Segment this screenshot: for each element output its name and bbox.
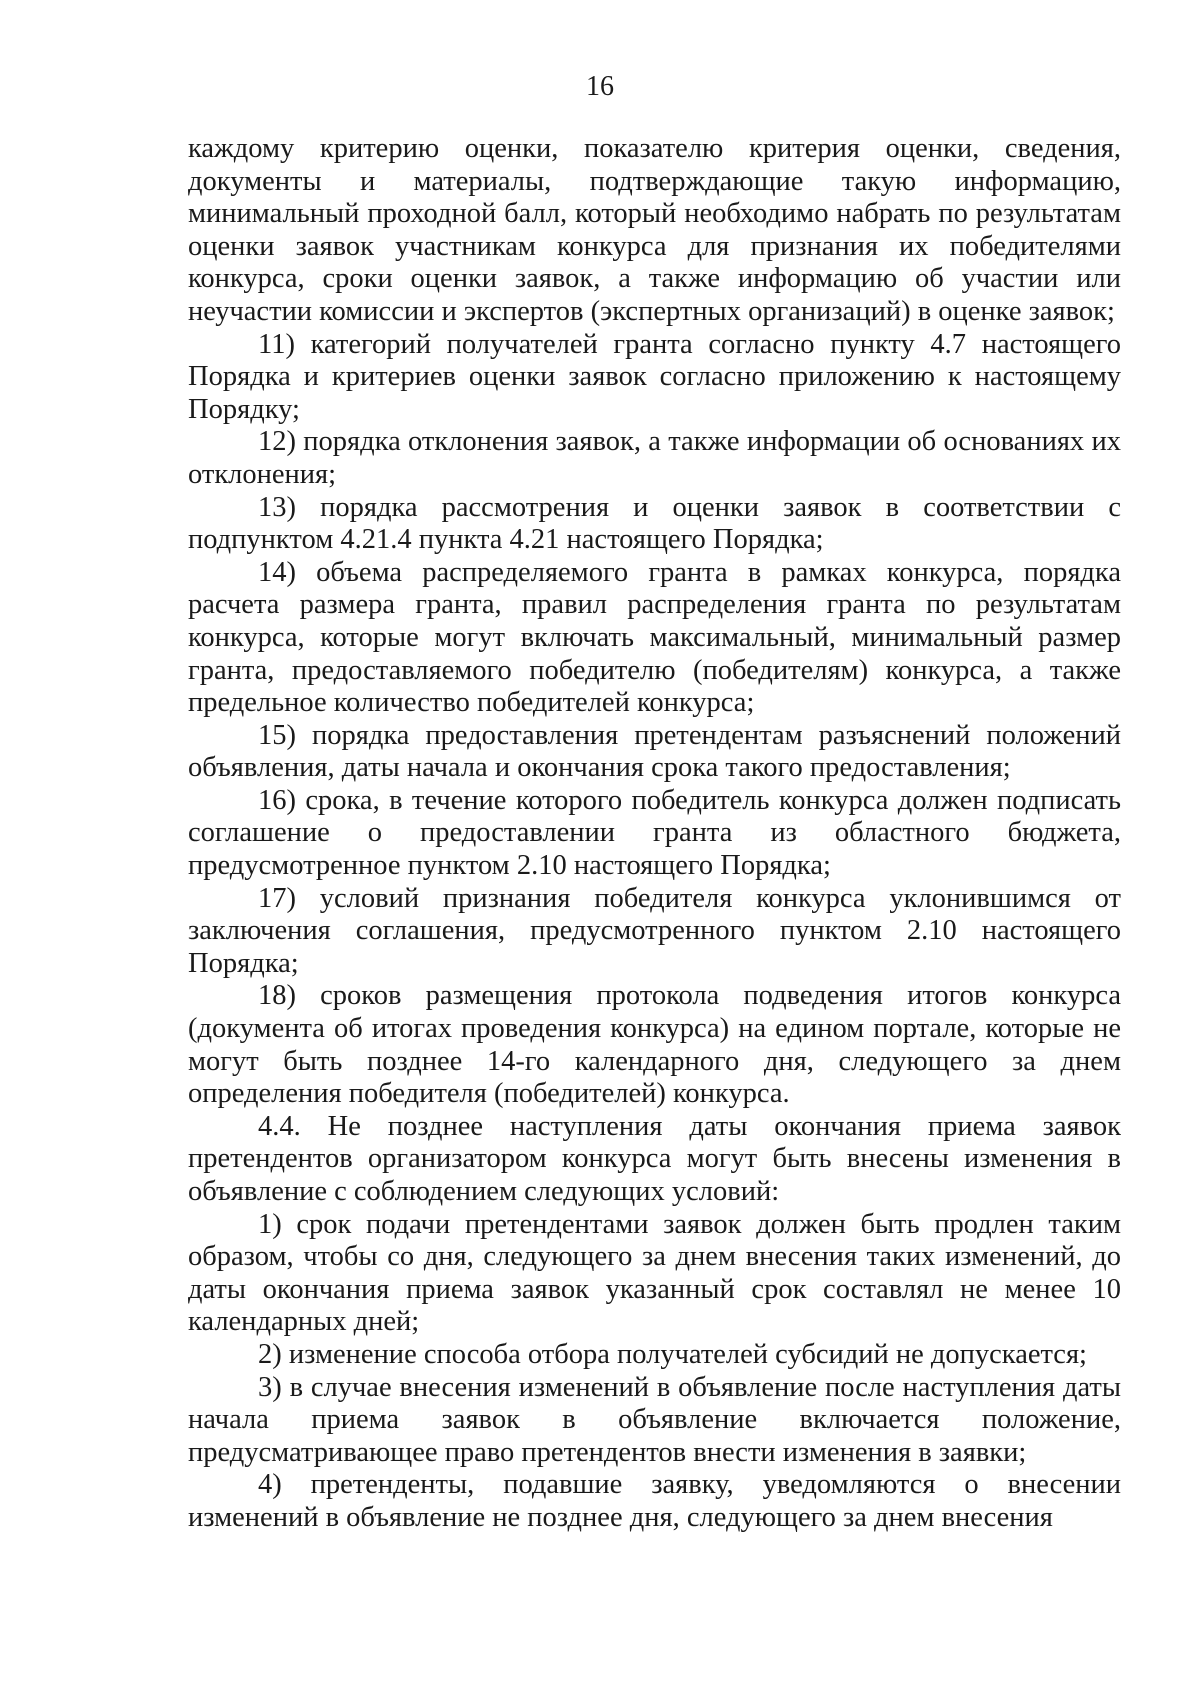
list-item-11: 11) категорий получателей гранта согласно пункту 4.7 настоящего Порядка и критериев оценки заявок согласно приложению к настоящему Порядку; (188, 328, 1121, 425)
paragraph-continuation: каждому критерию оценки, показателю критерия оценки, сведения, документы и материалы, подтверждающие такую информацию, минимальный проходной балл, который необходимо набрать по результатам оценки заявок участникам конкурса для признания их победителями конкурса, сроки оценки заявок, а также информацию об участии или неучастии комиссии и экспертов (экспертных организаций) в оценке заявок; (188, 133, 1121, 327)
condition-item-2: 2) изменение способа отбора получателей субсидий не допускается; (258, 1338, 1087, 1370)
list-item-16: 16) срока, в течение которого победитель конкурса должен подписать соглашение о предоставлении гранта из областного бюджета, предусмотренное пунктом 2.10 настоящего Порядка; (188, 784, 1121, 882)
condition-item-4: 4) претенденты, подавшие заявку, уведомляются о внесении изменений в объявление не позднее дня, следующего за днем внесения (188, 1469, 1121, 1533)
list-item-15: 15) порядка предоставления претендентам разъяснений положений объявления, даты начала и окончания срока такого предоставления; (188, 719, 1121, 784)
list-item-14: 14) объема распределяемого гранта в рамках конкурса, порядка расчета размера гранта, правил распределения гранта по результатам конкурса, которые могут включать максимальный, минимальный размер гранта, предоставляемого победителю (победителям) конкурса, а также предельное количество победителей конкурса; (188, 556, 1121, 719)
list-item-12: 12) порядка отклонения заявок, а также информации об основаниях их отклонения; (188, 426, 1121, 490)
list-item-17: 17) условий признания победителя конкурса уклонившимся от заключения соглашения, предусмотренного пунктом 2.10 настоящего Порядка; (188, 882, 1121, 979)
condition-item-1: 1) срок подачи претендентами заявок должен быть продлен таким образом, чтобы со дня, следующего за днем внесения таких изменений, до даты окончания приема заявок указанный срок составлял не менее 10 календарных дней; (188, 1208, 1121, 1338)
document-body (188, 133, 1121, 1535)
section-4-4: 4.4. Не позднее наступления даты окончания приема заявок претендентов организатором конкурса могут быть внесены изменения в объявление с соблюдением следующих условий: (188, 1110, 1121, 1207)
condition-item-3: 3) в случае внесения изменений в объявление после наступления даты начала приема заявок в объявление включается положение, предусматривающее право претендентов внести изменения в заявки; (188, 1371, 1121, 1468)
list-item-13: 13) порядка рассмотрения и оценки заявок в соответствии с подпунктом 4.21.4 пункта 4.21 настоящего Порядка; (188, 491, 1121, 556)
list-item-18: 18) сроков размещения протокола подведения итогов конкурса (документа об итогах проведения конкурса) на едином портале, которые не могут быть позднее 14-го календарного дня, следующего за днем определения победителя (победителей) конкурса. (188, 980, 1121, 1110)
page-number: 16 (586, 71, 614, 102)
